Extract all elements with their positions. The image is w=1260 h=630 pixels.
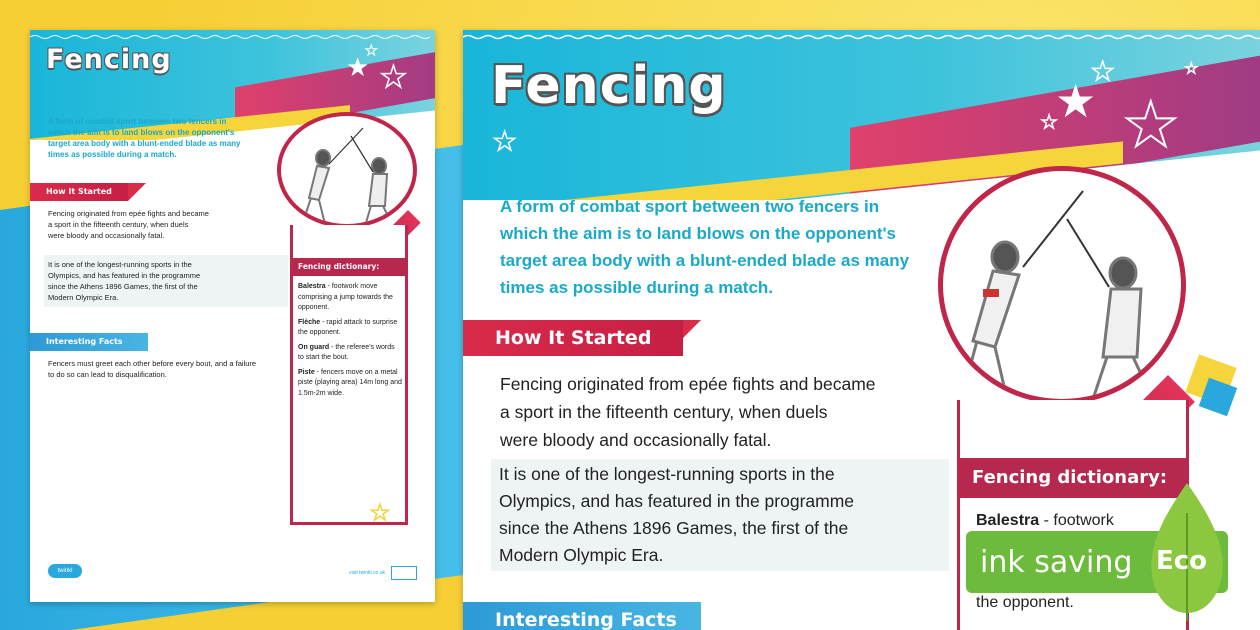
how-it-started-paragraph-2: It is one of the longest-running sports in the Olympics, and has featured in the programme since the Athens 1896 Games, the first of the Modern Olympic Era.: [44, 255, 288, 307]
fencers-photo: [277, 112, 417, 228]
how-it-started-paragraph-1: Fencing originated from epée fights and became a sport in the fifteenth century, when duels were bloody and occasionally fatal.: [48, 209, 209, 240]
fencers-photo: [938, 166, 1186, 404]
interesting-facts-paragraph: Fencers must greet each other before every bout, and a failure to do so can lead to disqualification.: [48, 359, 257, 379]
how-it-started-paragraph-1: Fencing originated from epée fights and became a sport in the fifteenth century, when duels were bloody and occasionally fatal.: [500, 374, 876, 450]
intro-text: A form of combat sport between two fencers in which the aim is to land blows on the opponent's target area body with a blunt-ended blade as many times as possible during a match.: [500, 197, 910, 297]
star-outline-icon: ★: [380, 61, 407, 94]
dictionary-heading: Fencing dictionary:: [960, 458, 1189, 498]
star-outline-icon: ★: [365, 42, 378, 58]
star-icon: ★: [346, 52, 370, 82]
star-outline-icon: ★: [1041, 112, 1058, 132]
intro-text: A form of combat sport between two fencers in which the aim is to land blows on the opponent's target area body with a blunt-ended blade as many times as possible during a match.: [48, 117, 241, 159]
preview-thumbnail-card[interactable]: [30, 30, 435, 602]
star-icon: ★: [1055, 75, 1097, 127]
interesting-facts-heading: Interesting Facts: [30, 333, 148, 351]
dictionary-entries: Balestra - footwork the opponent.: [976, 512, 1114, 611]
wave-divider: [30, 34, 435, 40]
star-outline-icon: ★: [493, 126, 517, 156]
eco-label: Eco: [1156, 546, 1208, 576]
brand-logo: twinkl: [48, 564, 82, 578]
star-outline-icon: ★: [370, 500, 390, 525]
how-it-started-heading: How It Started: [463, 320, 683, 356]
how-it-started-heading: How It Started: [30, 183, 128, 201]
page-title: Fencing: [491, 56, 727, 116]
star-outline-icon: ★: [1123, 91, 1179, 160]
page-title: Fencing: [46, 44, 172, 75]
dictionary-entries: Balestra - footwork move comprising a jump towards the opponent. Flèche - rapid attack to surprise the opponent. On guard - the referee's words to start the bout. Piste - fencers move on a metal piste (playing area) 14m long and 1.5m-2m wide.: [298, 283, 402, 397]
footer-badge-icon: [391, 566, 417, 580]
wave-divider: [463, 34, 1260, 40]
interesting-facts-heading: Interesting Facts: [463, 602, 701, 630]
ink-saving-label: ink saving: [980, 544, 1133, 580]
how-it-started-paragraph-2: It is one of the longest-running sports in the Olympics, and has featured in the programme since the Athens 1896 Games, the first of the Modern Olympic Era.: [491, 459, 949, 571]
star-outline-icon: ★: [1091, 56, 1115, 86]
star-outline-icon: ★: [1185, 60, 1198, 76]
dictionary-heading: Fencing dictionary:: [292, 258, 408, 276]
footer-url: visit twinkl.co.uk: [349, 570, 385, 576]
